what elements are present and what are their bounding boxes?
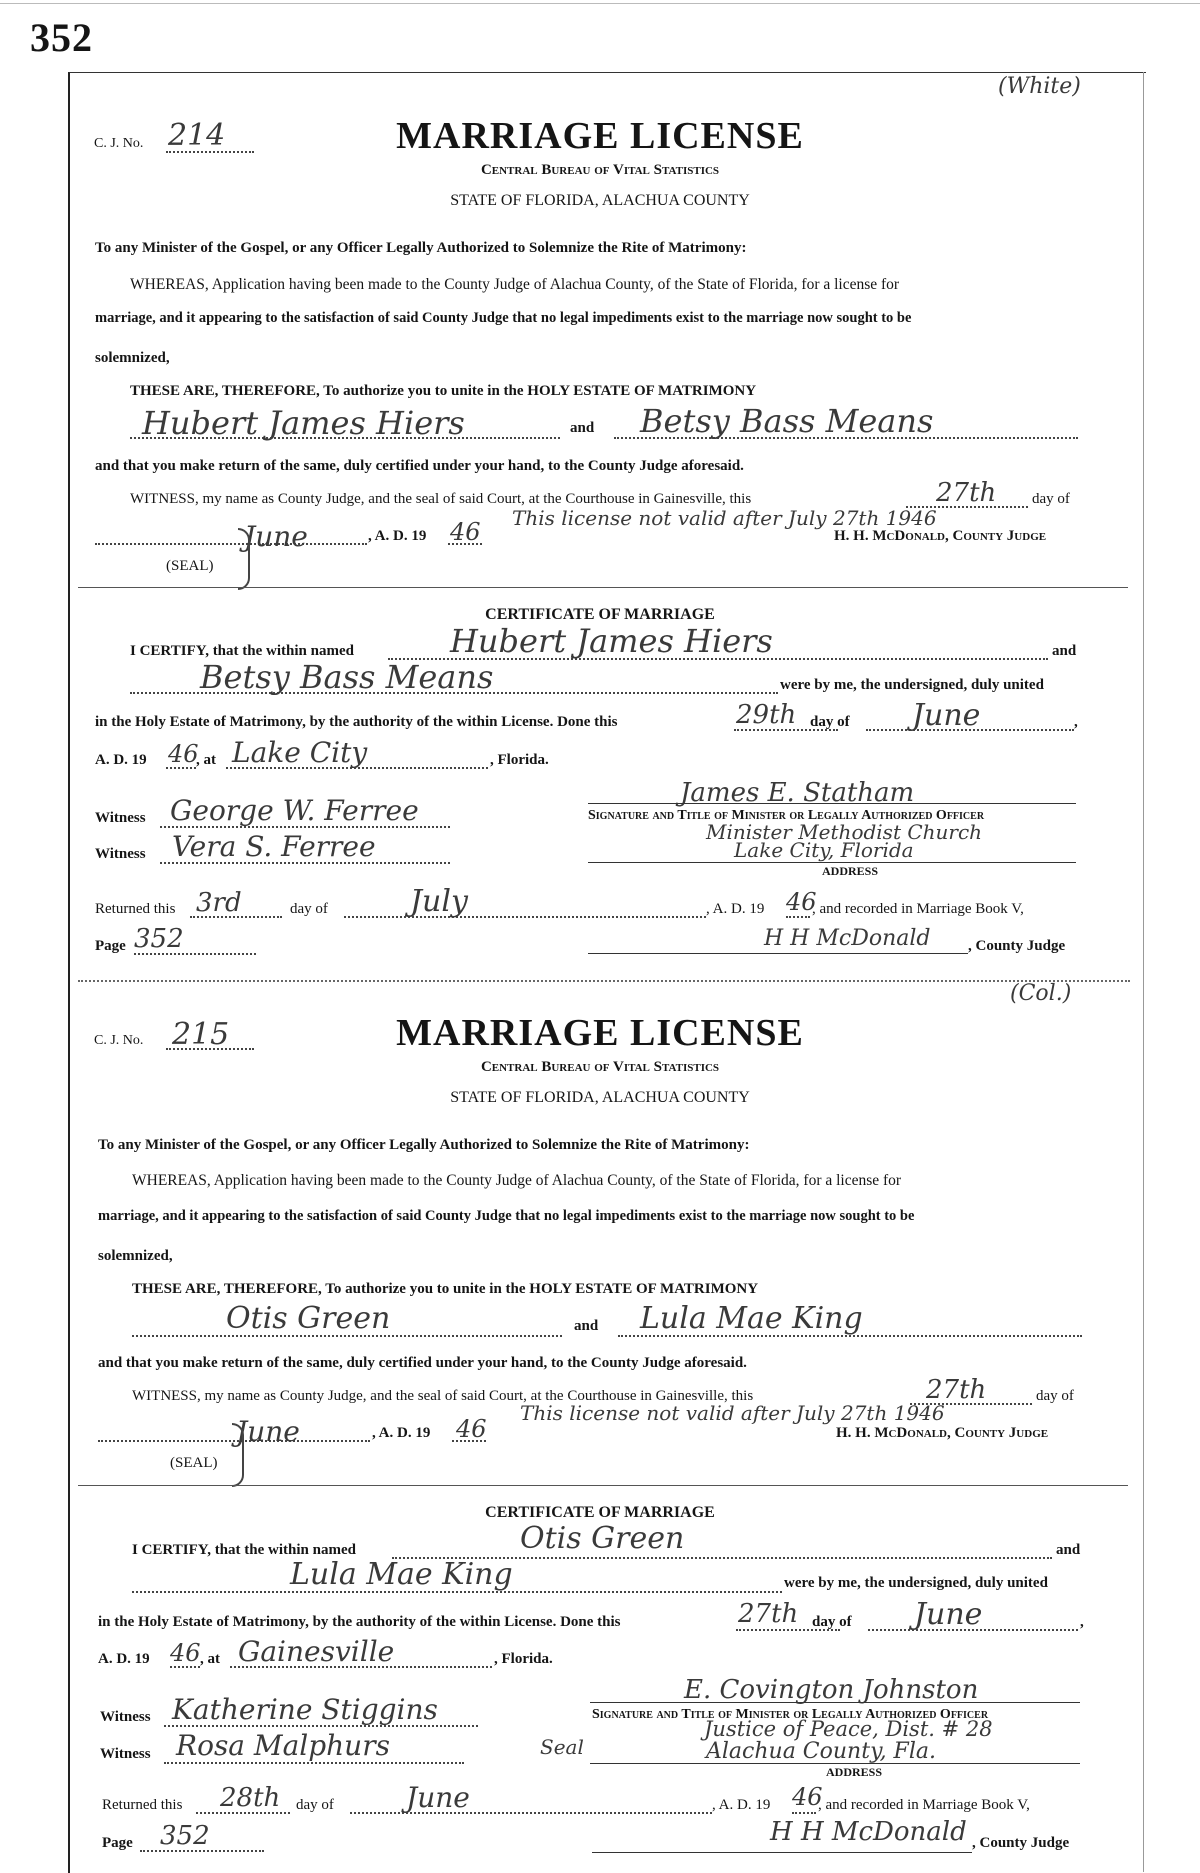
returned-ad-prefix: , A. D. 19 [706,901,765,917]
witness-day: 27th [936,478,997,508]
return-clause: and that you make return of the same, duly certified under your hand, to the County Judge aforesaid. [98,1355,747,1371]
seal-label: (SEAL) [170,1455,218,1471]
address-label: ADDRESS [826,1765,883,1779]
witness-month: June [244,520,308,553]
groom-name: Otis Green [226,1301,391,1336]
witness-1: Katherine Stiggins [172,1693,438,1726]
bride-name: Betsy Bass Means [640,402,934,440]
witness-clause: WITNESS, my name as County Judge, and the seal of said Court, at the Courthouse in Gainesville, this [132,1388,754,1404]
groom-name: Hubert James Hiers [142,404,465,442]
florida-label: , Florida. [494,1651,553,1667]
witness-2-label: Witness [95,846,146,862]
license-section-2 [0,897,1200,1851]
officer-name: E. Covington Johnston [684,1675,979,1705]
witness-2-line [164,1762,464,1764]
returned-day-of: day of [296,1797,334,1813]
officer-sig-line [588,803,1076,804]
bride-name: Lula Mae King [640,1301,863,1336]
returned-day-of: day of [290,901,328,917]
judge-signature: H. H. McDonald, County Judge [836,1425,1049,1441]
done-year: 46 [168,740,199,768]
cj-number: 214 [168,118,226,153]
witness-1-label: Witness [100,1709,151,1725]
officer-name: James E. Statham [680,778,915,808]
recorder-sig-line [592,1852,972,1853]
page-value: 352 [134,924,184,954]
seal-note: Seal [540,1735,584,1759]
state-county: STATE OF FLORIDA, ALACHUA COUNTY [450,192,750,209]
certify-clause: I CERTIFY, that the within named [130,643,354,659]
ad-at-prefix: A. D. 19 [98,1651,150,1667]
ad-at-suffix: , at [200,1651,220,1667]
witness-2: Rosa Malphurs [176,1729,390,1762]
officer-sig-line [590,1702,1080,1703]
cert-and-word: and [1056,1542,1081,1558]
seal-bracket [232,1423,244,1487]
witness-day: 27th [926,1375,987,1405]
officer-sig-label: Signature and Title of Minister or Legally Authorized Officer [592,1707,989,1722]
holy-estate-clause: in the Holy Estate of Matrimony, by the authority of the within License. Done this [98,1614,621,1630]
florida-label: , Florida. [490,752,549,768]
whereas-line-1: WHEREAS, Application having been made to the County Judge of Alachua County, of the State of Florida, for a license for [130,276,900,293]
united-clause: were by me, the undersigned, duly united [780,677,1044,693]
license-title: MARRIAGE LICENSE [396,1012,804,1054]
witness-2-label: Witness [100,1746,151,1762]
bureau-name: Central Bureau of Vital Statistics [480,1059,720,1075]
page-value: 352 [160,1821,210,1851]
officer-title: Justice of Peace, Dist. # 28 [704,1717,993,1741]
these-are-clause: THESE ARE, THEREFORE, To authorize you to unite in the HOLY ESTATE OF MATRIMONY [132,1281,759,1297]
witness-1-label: Witness [95,810,146,826]
ad-prefix: , A. D. 19 [368,528,427,544]
address-line [588,862,1076,863]
returned-day: 28th [220,1783,281,1813]
page-label: Page [102,1835,133,1851]
place: Gainesville [238,1635,395,1668]
witness-day-of: day of [1032,491,1070,507]
witness-month: June [236,1415,300,1448]
united-clause: were by me, the undersigned, duly united [784,1575,1048,1591]
cert-bride: Lula Mae King [290,1557,513,1592]
license-title: MARRIAGE LICENSE [396,115,804,157]
address-label: ADDRESS [822,864,879,878]
validity-note: This license not valid after July 27th 1946 [512,506,937,530]
returned-year-line [792,1812,816,1814]
witness-day-of: day of [1036,1388,1074,1404]
done-day-of: day of [812,1614,852,1630]
done-day: 29th [736,700,797,730]
done-month: June [912,698,981,733]
certificate-title: CERTIFICATE OF MARRIAGE [485,606,715,623]
witness-1: George W. Ferree [170,794,419,827]
state-county: STATE OF FLORIDA, ALACHUA COUNTY [450,1089,750,1106]
certify-clause: I CERTIFY, that the within named [132,1542,356,1558]
recorder-signature: H H McDonald [764,926,931,951]
cj-number: 215 [172,1017,230,1052]
done-day: 27th [738,1599,799,1629]
done-month: June [914,1597,983,1632]
whereas-line-2: marriage, and it appearing to the satisfaction of said County Judge that no legal impediments exist to the marriage now sought to be [98,1208,915,1224]
and-word: and [574,1318,599,1334]
race-note: (White) [998,74,1081,99]
holy-estate-clause: in the Holy Estate of Matrimony, by the authority of the within License. Done this [95,714,618,730]
returned-year: 46 [792,1783,823,1811]
returned-ad-prefix: , A. D. 19 [712,1797,771,1813]
officer-sig-label: Signature and Title of Minister or Legally Authorized Officer [588,808,985,823]
whereas-line-2: marriage, and it appearing to the satisfaction of said County Judge that no legal impediments exist to the marriage now sought to be [95,310,912,326]
bureau-name: Central Bureau of Vital Statistics [480,162,720,178]
cert-bride: Betsy Bass Means [200,658,494,696]
officer-address: Lake City, Florida [734,838,914,862]
done-comma: , [1074,714,1078,730]
returned-month-line [350,1812,712,1814]
address-line [590,1763,1080,1764]
done-year: 46 [170,1639,201,1667]
these-are-clause: THESE ARE, THEREFORE, To authorize you to unite in the HOLY ESTATE OF MATRIMONY [130,383,757,399]
cert-and-word: and [1052,643,1077,659]
done-comma: , [1080,1614,1084,1630]
returned-day: 3rd [196,888,242,918]
cert-groom: Hubert James Hiers [450,622,773,660]
year: 46 [450,518,481,546]
county-judge-label: , County Judge [968,938,1066,954]
county-judge-label: , County Judge [972,1835,1070,1851]
cj-label: C. J. No. [94,136,144,151]
whereas-line-3: solemnized, [95,350,170,366]
cj-label: C. J. No. [94,1033,144,1048]
license-divider [78,587,1128,588]
page-label: Page [95,938,126,954]
returned-month: July [410,884,468,919]
officer-address: Alachua County, Fla. [706,1739,936,1764]
ad-prefix: , A. D. 19 [372,1425,431,1441]
seal-label: (SEAL) [166,558,214,574]
validity-note: This license not valid after July 27th 1946 [520,1401,945,1425]
returned-label: Returned this [102,1797,183,1813]
license-divider [78,1485,1128,1486]
judge-signature: H. H. McDonald, County Judge [834,528,1047,544]
returned-year: 46 [786,888,817,916]
witness-month-line [95,543,367,545]
certificate-title: CERTIFICATE OF MARRIAGE [485,1504,715,1521]
ad-at-prefix: A. D. 19 [95,752,147,768]
recorder-signature: H H McDonald [770,1817,967,1847]
done-day-of: day of [810,714,850,730]
page-number: 352 [30,15,93,60]
year: 46 [456,1415,487,1443]
cert-groom: Otis Green [520,1521,685,1556]
salutation: To any Minister of the Gospel, or any Officer Legally Authorized to Solemnize the Rite of Matrimony: [98,1137,750,1153]
witness-clause: WITNESS, my name as County Judge, and the seal of said Court, at the Courthouse in Gainesville, this [130,491,752,507]
return-clause: and that you make return of the same, duly certified under your hand, to the County Judge aforesaid. [95,458,744,474]
race-note: (Col.) [1010,981,1072,1006]
recorded-clause: , and recorded in Marriage Book V, [818,1797,1030,1813]
seal-bracket [238,528,250,590]
returned-label: Returned this [95,901,176,917]
salutation: To any Minister of the Gospel, or any Officer Legally Authorized to Solemnize the Rite of Matrimony: [95,240,747,256]
officer-title: Minister Methodist Church [706,820,983,844]
place: Lake City [232,736,368,769]
witness-2: Vera S. Ferree [172,830,376,863]
and-word: and [570,420,595,436]
whereas-line-1: WHEREAS, Application having been made to the County Judge of Alachua County, of the State of Florida, for a license for [132,1172,902,1189]
returned-month: June [406,1781,470,1814]
ad-at-suffix: , at [196,752,216,768]
recorded-clause: , and recorded in Marriage Book V, [812,901,1024,917]
whereas-line-3: solemnized, [98,1248,173,1264]
